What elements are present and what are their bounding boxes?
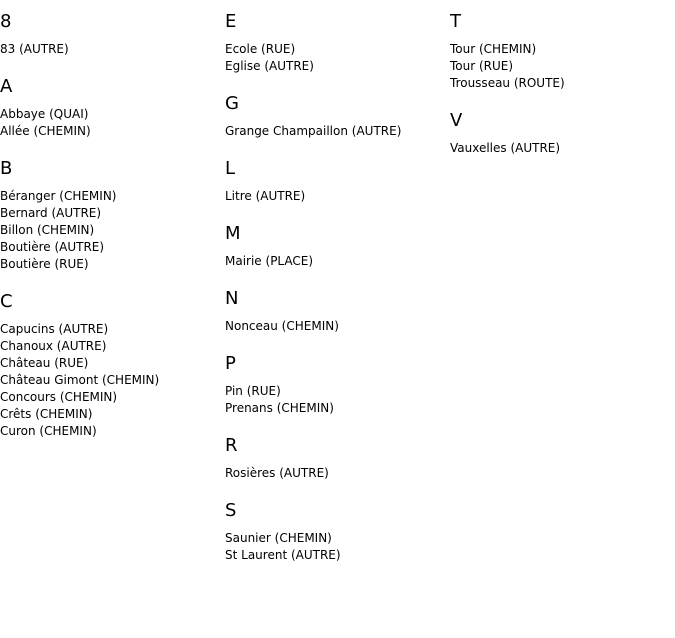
street-list [225, 318, 450, 335]
street-entry[interactable]: Boutière (RUE) [0, 257, 89, 271]
street-list [0, 321, 225, 440]
street-entry[interactable]: Rosières (AUTRE) [225, 466, 329, 480]
street-list [0, 188, 225, 273]
letter-group [0, 158, 225, 273]
street-list [225, 188, 450, 205]
street-list [0, 106, 225, 140]
letter-heading: 8 [0, 11, 12, 32]
letter-heading: P [225, 353, 236, 374]
street-entry[interactable]: Ecole (RUE) [225, 42, 296, 56]
street-entry[interactable]: Billon (CHEMIN) [0, 223, 95, 237]
street-entry[interactable]: Vauxelles (AUTRE) [450, 141, 561, 155]
letter-heading: T [450, 11, 461, 32]
street-entry[interactable]: Pin (RUE) [225, 384, 281, 398]
letter-group [225, 93, 450, 140]
street-entry[interactable]: Mairie (PLACE) [225, 254, 314, 268]
street-entry[interactable]: Chanoux (AUTRE) [0, 339, 107, 353]
street-entry[interactable]: Château (RUE) [0, 356, 89, 370]
letter-heading: L [225, 158, 236, 179]
letter-group [0, 291, 225, 440]
street-entry[interactable]: Allée (CHEMIN) [0, 124, 91, 138]
letter-heading: B [0, 158, 13, 179]
letter-heading: N [225, 288, 239, 309]
street-entry[interactable]: Château Gimont (CHEMIN) [0, 373, 160, 387]
letter-group [225, 288, 450, 335]
street-list [225, 253, 450, 270]
index-column-3 [450, 0, 675, 157]
letter-group [0, 11, 225, 58]
letter-group [0, 76, 225, 140]
letter-heading: M [225, 223, 241, 244]
street-list [450, 41, 675, 92]
letter-group [225, 158, 450, 205]
letter-group [450, 11, 675, 92]
street-entry[interactable]: 83 (AUTRE) [0, 42, 69, 56]
street-list [225, 530, 450, 564]
letter-group [225, 223, 450, 270]
street-entry[interactable]: Abbaye (QUAI) [0, 107, 89, 121]
letter-group [225, 11, 450, 75]
street-entry[interactable]: Béranger (CHEMIN) [0, 189, 117, 203]
street-list [225, 383, 450, 417]
letter-group [225, 500, 450, 564]
street-entry[interactable]: Grange Champaillon (AUTRE) [225, 124, 402, 138]
street-list [225, 123, 450, 140]
letter-heading: V [450, 110, 463, 131]
street-list [225, 465, 450, 482]
letter-heading: C [0, 291, 13, 312]
street-entry[interactable]: Capucins (AUTRE) [0, 322, 109, 336]
index-column-1 [0, 0, 225, 440]
street-entry[interactable]: Litre (AUTRE) [225, 189, 306, 203]
street-entry[interactable]: Trousseau (ROUTE) [450, 76, 565, 90]
street-list [450, 140, 675, 157]
letter-group [225, 353, 450, 417]
street-entry[interactable]: Eglise (AUTRE) [225, 59, 314, 73]
street-entry[interactable]: St Laurent (AUTRE) [225, 548, 341, 562]
letter-heading: A [0, 76, 13, 97]
letter-heading: G [225, 93, 239, 114]
street-entry[interactable]: Nonceau (CHEMIN) [225, 319, 339, 333]
letter-group [225, 435, 450, 482]
street-entry[interactable]: Curon (CHEMIN) [0, 424, 97, 438]
street-list [0, 41, 225, 58]
street-entry[interactable]: Prenans (CHEMIN) [225, 401, 334, 415]
street-entry[interactable]: Bernard (AUTRE) [0, 206, 102, 220]
street-entry[interactable]: Boutière (AUTRE) [0, 240, 105, 254]
street-entry[interactable]: Tour (RUE) [450, 59, 514, 73]
index-column-2 [225, 0, 450, 564]
street-entry[interactable]: Concours (CHEMIN) [0, 390, 118, 404]
street-entry[interactable]: Saunier (CHEMIN) [225, 531, 332, 545]
letter-heading: E [225, 11, 237, 32]
letter-group [450, 110, 675, 157]
street-entry[interactable]: Tour (CHEMIN) [450, 42, 537, 56]
letter-heading: S [225, 500, 237, 521]
street-list [225, 41, 450, 75]
street-entry[interactable]: Crêts (CHEMIN) [0, 407, 93, 421]
letter-heading: R [225, 435, 238, 456]
